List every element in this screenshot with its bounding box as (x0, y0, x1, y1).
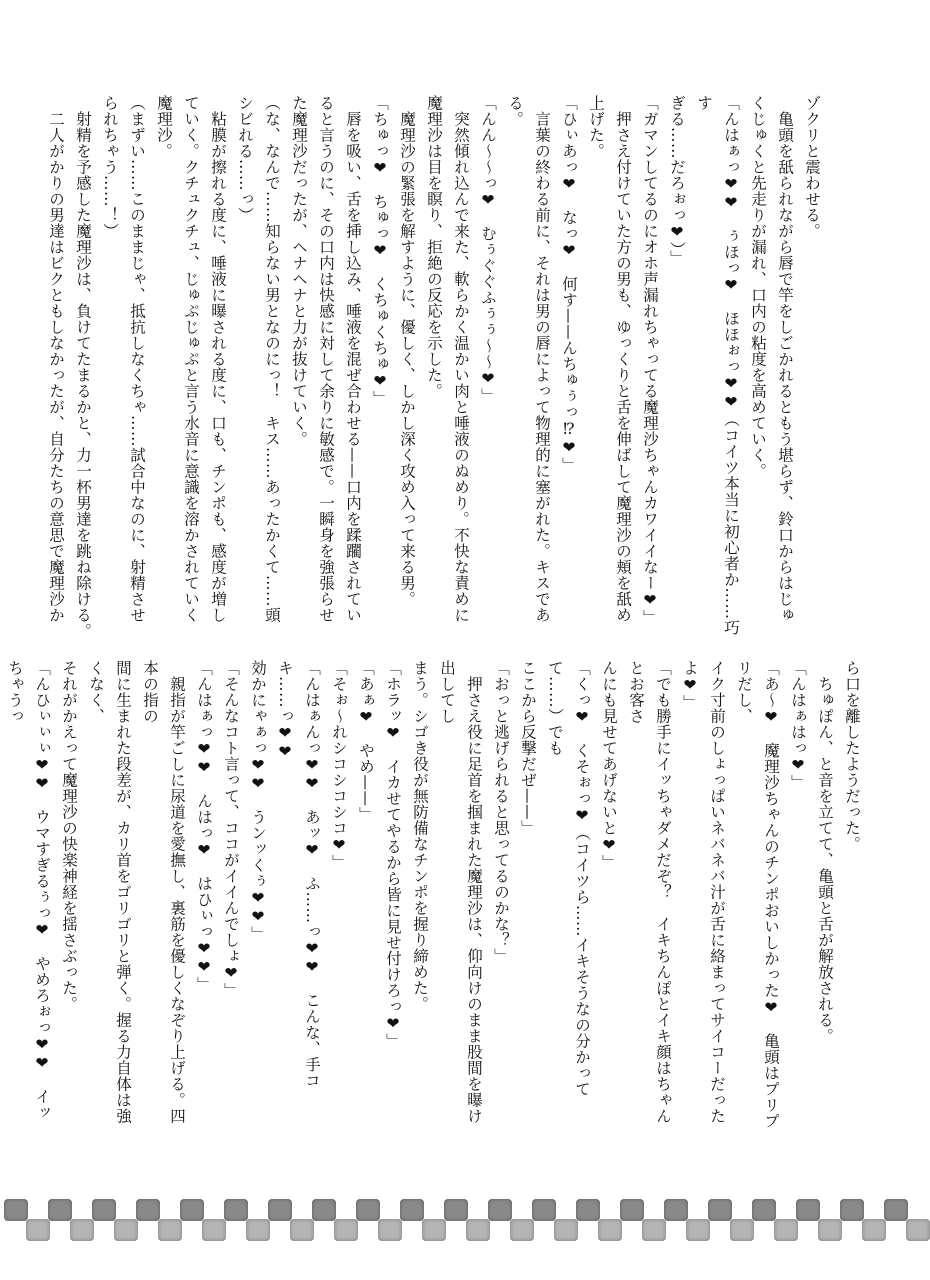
text-line: 効かにゃぁっ❤❤ うンッくぅ❤❤」 (249, 660, 267, 942)
text-line: 「ひぃあっ❤ なっ❤ 何す——んちゅぅっ⁉❤」 (560, 95, 578, 473)
text-line: イク寸前のしょっぱいネバネバ汁が舌に絡まってサイコーだったよ❤」 (681, 660, 726, 1124)
text-line: 「ガマンしてるのにオホ声漏れちゃってる魔理沙ちゃんカワイイなー❤」 (641, 95, 659, 626)
border-tile (4, 1199, 28, 1221)
text-line: た魔理沙だったが、ヘナヘナと力が抜けていく。 (290, 95, 308, 447)
border-tile (884, 1199, 908, 1221)
border-tile (334, 1219, 358, 1241)
text-line: 魔理沙。 (155, 95, 173, 159)
text-line: 「あぁ❤ やめ——」 (357, 660, 375, 823)
text-line: それがかえって魔理沙の快楽神経を揺さぶった。 (60, 660, 78, 1012)
text-line: 言葉の終わる前に、それは男の唇によって物理的に塞がれた。キスである。 (506, 95, 551, 623)
border-tile (422, 1219, 446, 1241)
border-tile (620, 1199, 644, 1221)
border-tile (378, 1219, 402, 1241)
text-line: 「あ〜❤ 魔理沙ちゃんのチンポおいしかった❤ 亀頭はプリプリだし、 (735, 660, 780, 1129)
text-line: 「んん〜〜っ❤ むぅぐぐふぅぅ〜〜❤」 (479, 95, 497, 404)
border-tile (312, 1199, 336, 1221)
text-line: られちゃう……！） (101, 95, 119, 239)
text-line: 射精を予感した魔理沙は、負けてたまるかと、力一杯男達を跳ね除ける。 (74, 95, 92, 639)
border-tile (708, 1199, 732, 1221)
text-line: ら口を離したようだった。 (843, 660, 861, 852)
border-tile (752, 1199, 776, 1221)
text-line: 魔理沙の緊張を解すように、優しく、しかし深く攻め入って来る男。 (398, 95, 416, 607)
decorative-tile-border (0, 1195, 915, 1245)
border-tile (92, 1199, 116, 1221)
border-tile (532, 1199, 556, 1221)
text-line: 「んはぁっ❤❤ ぅほっ❤ ほほぉっ❤❤（コイツ本当に初心者か……巧す (695, 95, 740, 636)
text-line: 突然傾れ込んで来た、軟らかく温かい肉と唾液のぬめり。不快な責めに (452, 95, 470, 623)
border-tile (840, 1199, 864, 1221)
border-tile (268, 1199, 292, 1221)
text-line: 「おっと逃げられると思ってるのかな？」 (492, 660, 510, 964)
border-tile (158, 1219, 182, 1241)
border-tile (246, 1219, 270, 1241)
text-line: 「んはぁはっ❤」 (789, 660, 807, 791)
border-tile (488, 1199, 512, 1221)
border-tile (774, 1219, 798, 1241)
border-tile (796, 1199, 820, 1221)
border-tile (356, 1199, 380, 1221)
text-line: ると言うのに、その口内は快感に対して余りに敏感で。一瞬身を強張らせ (317, 95, 335, 623)
text-line: 「くっ❤ くそぉっ❤（コイツら……イキそうなの分かってて……）でも (546, 660, 591, 1097)
border-tile (642, 1219, 666, 1241)
text-line: 親指が竿ごしに尿道を愛撫し、裏筋を優しくなぞり上げる。四本の指の (141, 660, 186, 1124)
text-line: ここから反撃だぜ——」 (519, 660, 537, 836)
text-line: 魔理沙は目を瞑り、拒絶の反応を示した。 (425, 95, 443, 399)
border-tile (510, 1219, 534, 1241)
border-tile (554, 1219, 578, 1241)
text-line: ゾクリと震わせる。 (803, 95, 821, 239)
border-tile (444, 1199, 468, 1221)
text-line: （まずい……このままじゃ、抵抗しなくちゃ……試合中なのに、射精させ (128, 95, 146, 623)
text-line: 「でも勝手にイッちゃダメだぞ？ イキちんぽとイキ顔はちゃんとお客さ (627, 660, 672, 1124)
border-tile (576, 1199, 600, 1221)
border-tile (730, 1219, 754, 1241)
text-line: 亀頭を舐られながら唇で竿をしごかれるともう堪らず、鈴口からはじゅ (776, 95, 794, 623)
text-line: まう。シゴき役が無防備なチンポを握り締めた。 (411, 660, 429, 1012)
text-line: 「んはぁんっ❤❤ あッ❤ ふ……っ❤❤ こんな、手コキ……っ❤❤ (276, 660, 321, 1089)
border-tile (906, 1219, 930, 1241)
text-line: 押さえ役に足首を掴まれた魔理沙は、仰向けのまま股間を曝け出してし (438, 660, 483, 1124)
text-line: ちゅぽん、と音を立てて、亀頭と舌が解放される。 (816, 660, 834, 1044)
border-tile (48, 1199, 72, 1221)
border-tile (686, 1219, 710, 1241)
text-line: 粘膜が擦れる度に、唾液に曝される度に、口も、チンポも、感度が増し (209, 95, 227, 623)
border-tile (818, 1219, 842, 1241)
border-tile (466, 1219, 490, 1241)
text-line: 「そんなコト言って、ココがイイんでしょ❤」 (222, 660, 240, 999)
text-line: シビれる……っ） (236, 95, 254, 223)
border-tile (598, 1219, 622, 1241)
upper-text-block (47, 95, 825, 640)
border-tile (70, 1219, 94, 1241)
text-line: 「んひぃぃぃ❤❤ ウマすぎるぅっ❤ やめろぉっ❤❤ イッちゃうっ (6, 660, 51, 1121)
text-line: 上げた。 (587, 95, 605, 159)
text-line: んにも見せてあげないと❤」 (600, 660, 618, 871)
border-tile (290, 1219, 314, 1241)
text-line: ぎる……だろぉっ❤）」 (668, 95, 686, 266)
text-line: 「ホラッ❤ イカせてやるから皆に見せ付けろっ❤」 (384, 660, 402, 1049)
border-tile (114, 1219, 138, 1241)
text-line: 間に生まれた段差が、カリ首をゴリゴリと弾く。握る力自体は強くなく、 (87, 660, 132, 1124)
border-tile (664, 1199, 688, 1221)
text-line: 「んはぁっ❤❤ んはっ❤ はひぃっ❤❤」 (195, 660, 213, 993)
text-line: ていく。クチュクチュ、じゅぷじゅぷと言う水音に意識を溶かされていく (182, 95, 200, 623)
lower-text-block (6, 660, 865, 1130)
text-line (0, 660, 1, 1130)
text-line: 二人がかりの男達はビクともしなかったが、自分たちの意思で魔理沙か (47, 95, 65, 623)
text-line: 「ちゅっ❤ ちゅっ❤ くちゅくちゅ❤」 (371, 95, 389, 407)
border-tile (400, 1199, 424, 1221)
border-tile (180, 1199, 204, 1221)
text-line: （な、なんで……知らない男となのにっ！ キス……あったかくて……頭 (263, 95, 281, 623)
border-tile (862, 1219, 886, 1241)
border-tile (136, 1199, 160, 1221)
text-line: 押さえ付けていた方の男も、ゆっくりと舌を伸ばして魔理沙の頬を舐め (614, 95, 632, 623)
text-line: くじゅくと先走りが漏れ、口内の粘度を高めていく。 (749, 95, 767, 479)
border-tile (26, 1219, 50, 1241)
text-line: 「そぉ〜れシコシコシコ❤」 (330, 660, 348, 871)
text-line: 唇を吸い、舌を挿し込み、唾液を混ぜ合わせる——口内を蹂躙されてい (344, 95, 362, 623)
border-tile (202, 1219, 226, 1241)
border-tile (224, 1199, 248, 1221)
